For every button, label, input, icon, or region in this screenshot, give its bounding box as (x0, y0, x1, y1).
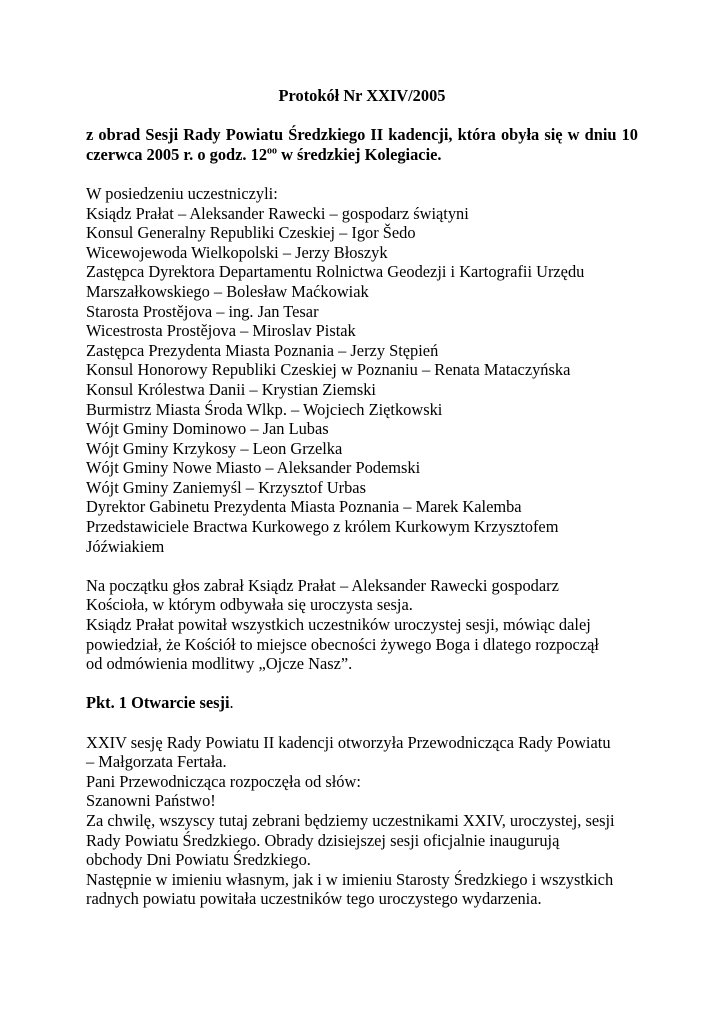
participants-heading: W posiedzeniu uczestniczyli: (86, 183, 278, 203)
participant-line: Konsul Królestwa Danii – Krystian Ziemski (86, 379, 376, 399)
paragraph-line: Szanowni Państwo! (86, 791, 216, 811)
paragraph-line: od odmówienia modlitwy „Ojcze Nasz”. (86, 654, 353, 674)
paragraph-line: obchody Dni Powiatu Średzkiego. (86, 850, 311, 870)
intro-paragraph (86, 576, 638, 674)
pkt1-paragraph (86, 733, 638, 909)
paragraph-line: – Małgorzata Fertała. (86, 752, 227, 772)
participant-line: Wicewojewoda Wielkopolski – Jerzy Błoszyk (86, 242, 388, 262)
participant-line: Zastępca Dyrektora Departamentu Rolnictwa Geodezji i Kartografii Urzędu (86, 262, 585, 282)
session-subtitle (86, 125, 638, 164)
document-page (86, 86, 638, 929)
document-title: Protokół Nr XXIV/2005 (278, 86, 446, 105)
subtitle-time-superscript: oo (267, 145, 278, 157)
paragraph-line: powiedział, że Kościół to miejsce obecności żywego Boga i dlatego rozpoczął (86, 634, 599, 654)
paragraph-line: Za chwilę, wszyscy tutaj zebrani będziemy uczestnikami XXIV, uroczystej, sesji (86, 810, 615, 830)
participant-line: Burmistrz Miasta Środa Wlkp. – Wojciech Ziętkowski (86, 399, 443, 419)
participant-line: Marszałkowskiego – Bolesław Maćkowiak (86, 281, 369, 301)
subtitle-text-end: w średzkiej Kolegiacie. (277, 144, 442, 164)
participant-line: Wójt Gminy Krzykosy – Leon Grzelka (86, 438, 343, 458)
pkt1-heading-period: . (229, 693, 234, 713)
participant-line: Dyrektor Gabinetu Prezydenta Miasta Poznania – Marek Kalemba (86, 497, 522, 517)
paragraph-line: Na początku głos zabrał Ksiądz Prałat – Aleksander Rawecki gospodarz (86, 575, 559, 595)
paragraph-line: radnych powiatu powitała uczestników tego uroczystego wydarzenia. (86, 889, 542, 909)
participant-line: Wójt Gminy Nowe Miasto – Aleksander Podemski (86, 458, 421, 478)
participant-line: Zastępca Prezydenta Miasta Poznania – Jerzy Stępień (86, 340, 439, 360)
subtitle-text: z obrad Sesji Rady Powiatu Średzkiego II kadencji, która obyła się w dniu 10 czerwca 2005 r. o godz. 12 (86, 125, 638, 164)
paragraph-line: Następnie w imieniu własnym, jak i w imieniu Starosty Średzkiego i wszystkich (86, 869, 614, 889)
participants-section (86, 184, 638, 556)
participant-line: Przedstawiciele Bractwa Kurkowego z królem Kurkowym Krzysztofem (86, 517, 559, 537)
participant-line: Jóźwiakiem (86, 536, 165, 556)
pkt1-heading: Pkt. 1 Otwarcie sesji (86, 693, 230, 713)
paragraph-line: Rady Powiatu Średzkiego. Obrady dzisiejszej sesji oficjalnie inaugurują (86, 830, 560, 850)
participant-line: Wójt Gminy Dominowo – Jan Lubas (86, 419, 329, 439)
paragraph-line: XXIV sesję Rady Powiatu II kadencji otworzyła Przewodnicząca Rady Powiatu (86, 732, 611, 752)
participant-line: Konsul Generalny Republiki Czeskiej – Igor Šedo (86, 223, 416, 243)
participant-line: Starosta Prostějova – ing. Jan Tesar (86, 301, 319, 321)
participant-line: Konsul Honorowy Republiki Czeskiej w Poznaniu – Renata Mataczyńska (86, 360, 571, 380)
paragraph-line: Kościoła, w którym odbywała się uroczysta sesja. (86, 595, 413, 615)
paragraph-line: Pani Przewodnicząca rozpoczęła od słów: (86, 771, 361, 791)
participant-line: Ksiądz Prałat – Aleksander Rawecki – gospodarz świątyni (86, 203, 469, 223)
paragraph-line: Ksiądz Prałat powitał wszystkich uczestników uroczystej sesji, mówiąc dalej (86, 615, 591, 635)
participant-line: Wicestrosta Prostějova – Miroslav Pistak (86, 321, 356, 341)
participant-line: Wójt Gminy Zaniemyśl – Krzysztof Urbas (86, 477, 366, 497)
pkt1-heading-row (86, 693, 638, 713)
